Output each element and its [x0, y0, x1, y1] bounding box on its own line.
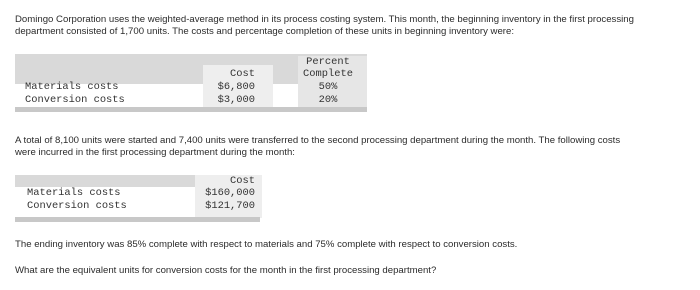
costs-incurred-table: [15, 175, 260, 223]
percent-materials: 50%: [318, 81, 338, 93]
row-label-conversion: Conversion costs: [25, 94, 125, 106]
header-percent: Percent: [306, 56, 350, 68]
middle-line-2: were incurred in the first processing department during the month:: [15, 147, 295, 158]
header-cost: Cost: [230, 175, 255, 187]
row-label-materials: Materials costs: [27, 187, 121, 199]
table-bottom-rule: [15, 217, 260, 222]
cost-materials: $160,000: [205, 187, 255, 199]
intro-line-1: Domingo Corporation uses the weighted-average method in its process costing system. This month, the beginning inventory in the first processing: [15, 14, 634, 25]
cost-conversion: $121,700: [205, 200, 255, 212]
row-label-conversion: Conversion costs: [27, 200, 127, 212]
intro-line-2: department consisted of 1,700 units. The costs and percentage completion of these units in beginning inventory were:: [15, 26, 515, 37]
middle-line-1: A total of 8,100 units were started and 7,400 units were transferred to the second processing department during the month. The following costs: [15, 135, 621, 146]
beginning-inventory-table: [15, 54, 367, 112]
ending-inventory-text: The ending inventory was 85% complete with respect to materials and 75% complete with respect to conversion costs.: [15, 239, 518, 250]
percent-conversion: 20%: [318, 94, 338, 106]
header-cost: Cost: [230, 68, 255, 80]
header-complete: Complete: [303, 68, 353, 80]
row-label-materials: Materials costs: [25, 81, 119, 93]
cost-materials: $6,800: [217, 81, 255, 93]
table-bottom-rule: [15, 107, 367, 112]
cost-conversion: $3,000: [217, 94, 255, 106]
question-text: What are the equivalent units for conversion costs for the month in the first processing department?: [15, 265, 437, 276]
